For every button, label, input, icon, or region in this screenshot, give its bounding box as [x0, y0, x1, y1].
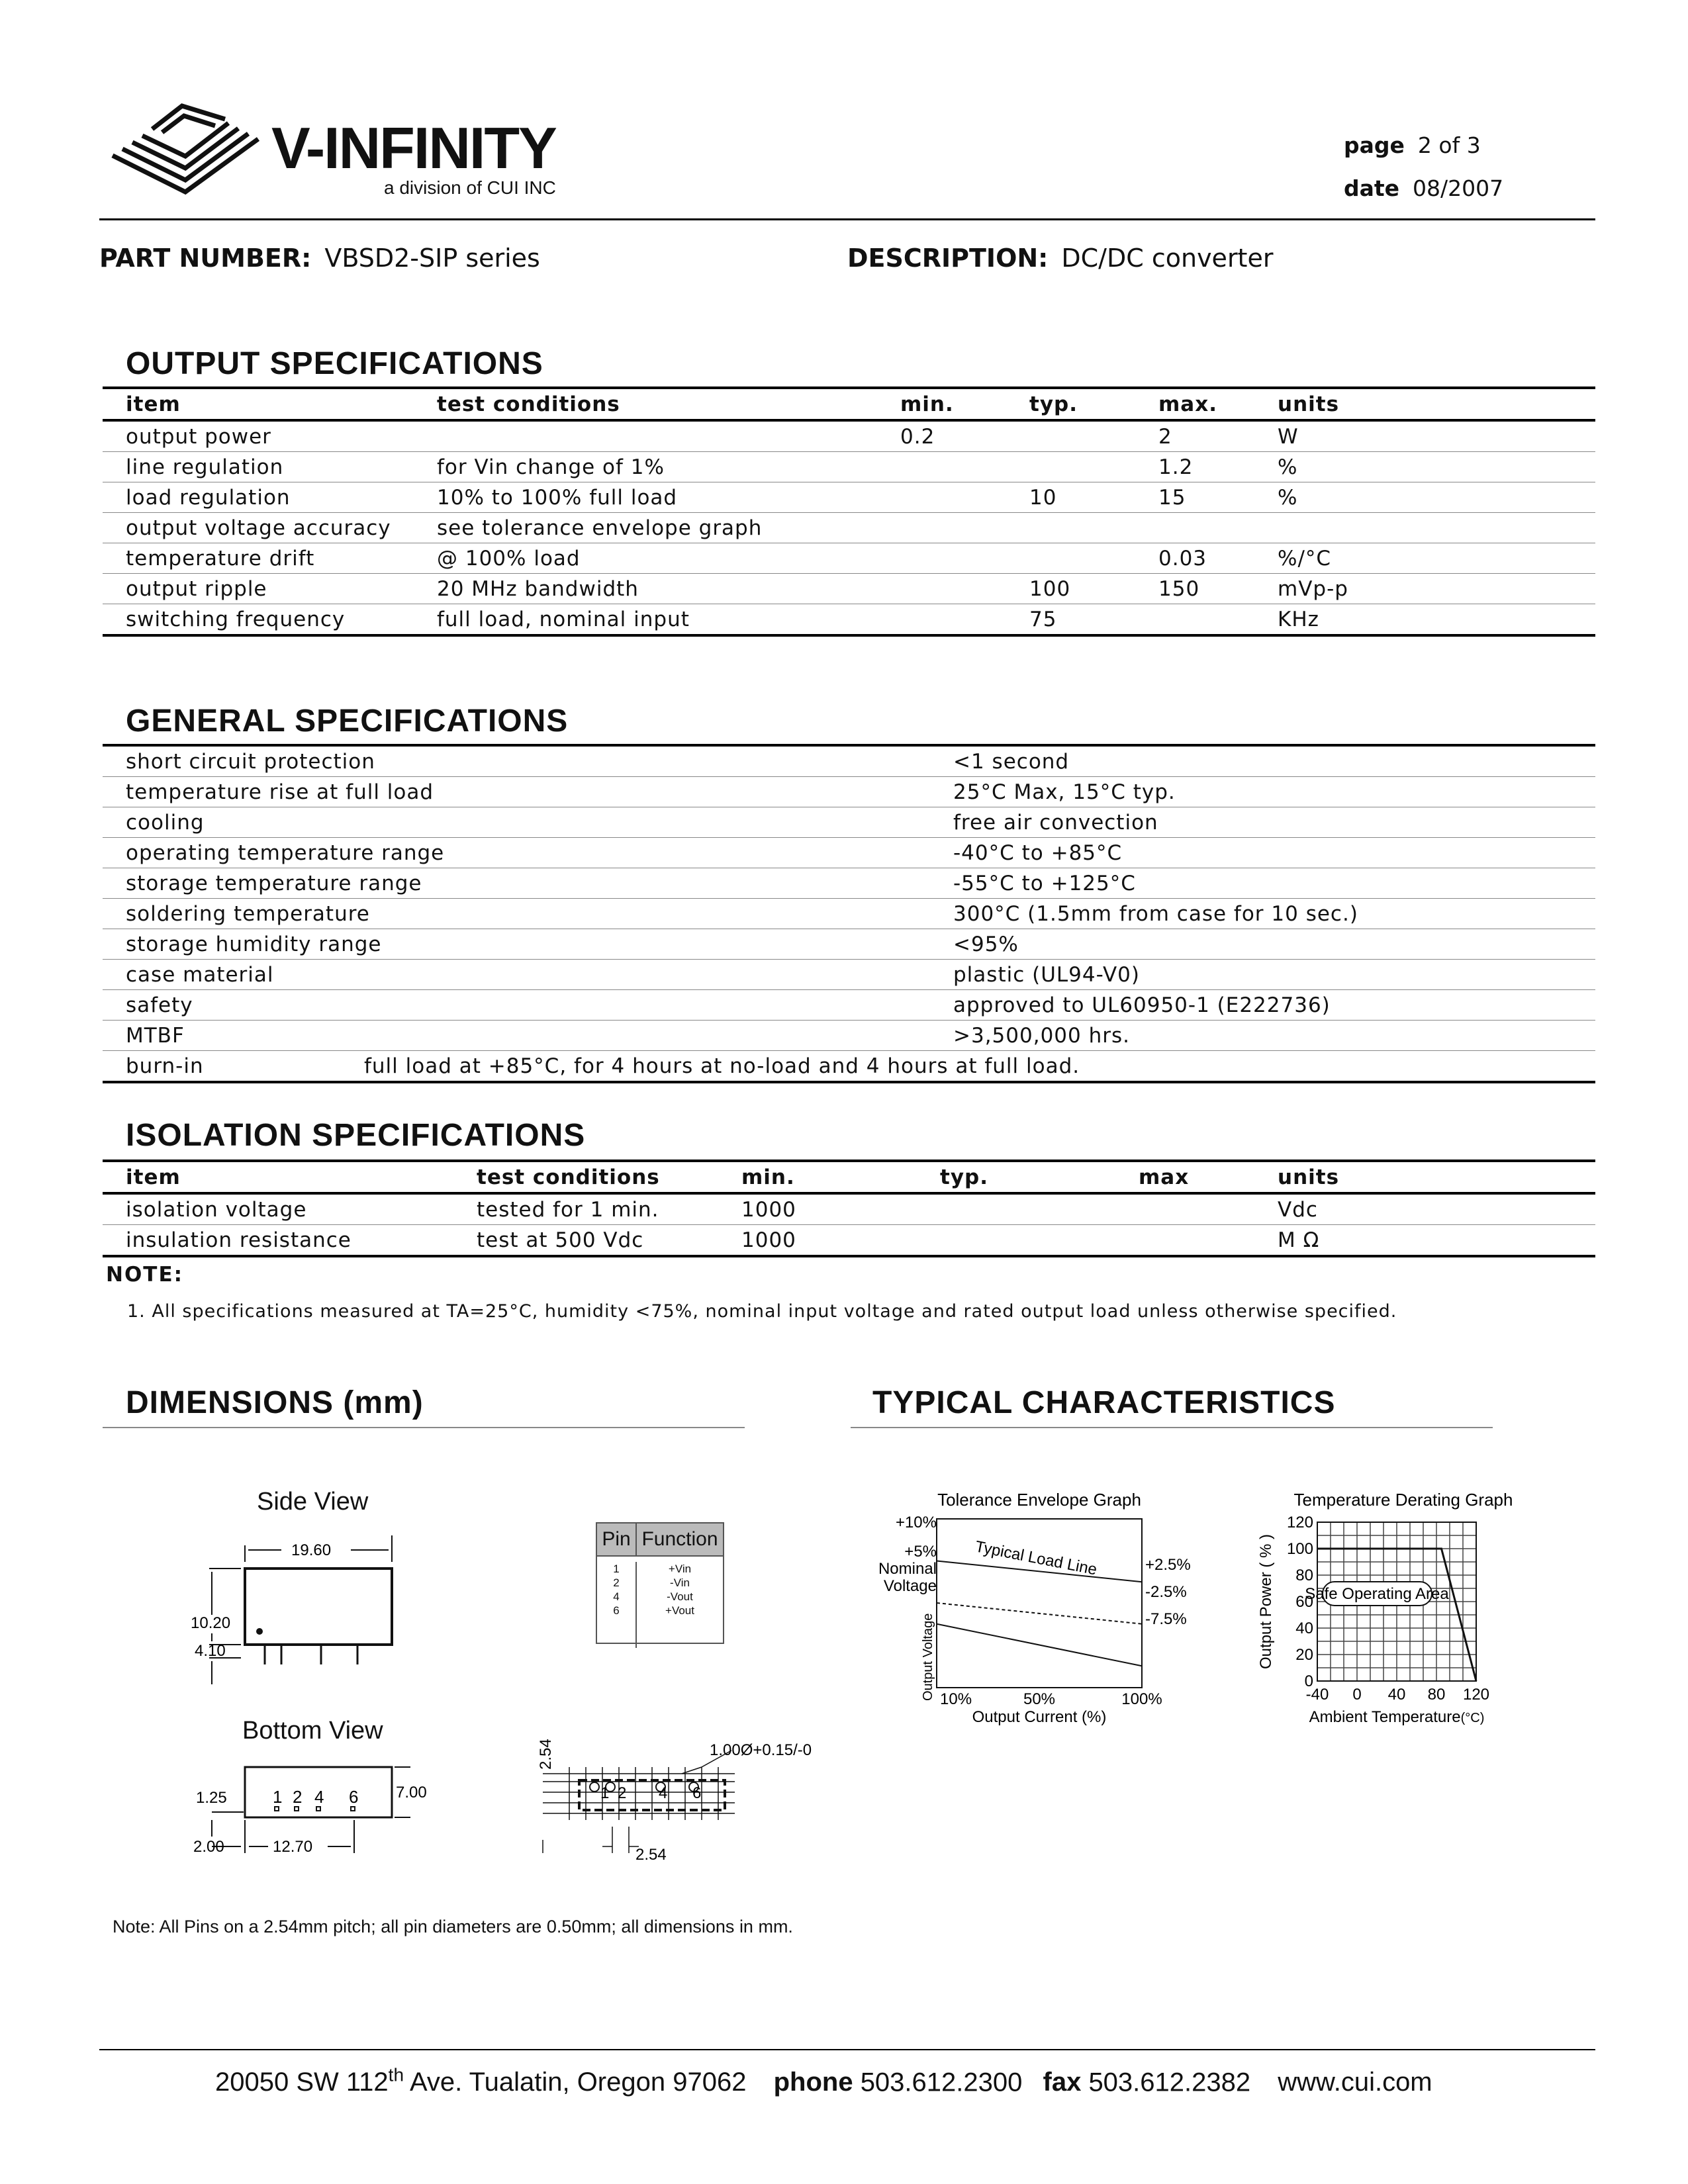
chart2-title: Temperature Derating Graph [1293, 1490, 1513, 1510]
chart2-xtick: 120 [1462, 1686, 1490, 1704]
footer-phone: 503.612.2300 [860, 2068, 1023, 2097]
col-header-test-conditions: test conditions [477, 1165, 660, 1189]
general-spec-row [103, 990, 1595, 1021]
general-spec-row [103, 1051, 1595, 1083]
isolation-specs-table [103, 1160, 1595, 1257]
pin-number: 1 [613, 1563, 620, 1575]
general-spec-cell: -55°C to +125°C [953, 871, 1136, 895]
general-spec-cell: <95% [953, 932, 1019, 956]
pin-number: 4 [613, 1590, 620, 1603]
chart1-right-minus2_5: -2.5% [1145, 1583, 1187, 1601]
output-spec-cell: line regulation [126, 455, 284, 479]
chart2-ytick: 40 [1295, 1619, 1313, 1637]
chart2-ytick: 120 [1286, 1514, 1313, 1531]
footer-phone-label: phone [773, 2068, 853, 2097]
isolation-spec-cell: Vdc [1278, 1197, 1318, 1222]
chart1-xtick-50: 50% [1023, 1690, 1056, 1708]
output-spec-cell: 15 [1158, 485, 1186, 510]
bottom-pin-2: 2 [293, 1787, 303, 1807]
chart2-ytick: 100 [1286, 1540, 1313, 1558]
dim-side-width: 19.60 [291, 1541, 332, 1559]
general-spec-cell: approved to UL60950-1 (E222736) [953, 993, 1331, 1017]
chart2-annotation: Safe Operating Area [1305, 1585, 1449, 1603]
chart2-xlabel: Ambient Temperature(°C) [1309, 1708, 1485, 1726]
isolation-spec-cell: test at 500 Vdc [477, 1228, 644, 1252]
typical-rule [851, 1427, 1493, 1428]
side-view-drawing [185, 1522, 410, 1701]
logo-mark-icon [106, 93, 265, 205]
output-spec-cell [900, 574, 1029, 604]
isolation-spec-cell: insulation resistance [126, 1228, 352, 1252]
output-spec-row [103, 543, 1595, 574]
col-header-units: units [1278, 392, 1340, 416]
output-spec-cell: 0.2 [900, 424, 935, 449]
col-header-max: max. [1158, 392, 1217, 416]
output-spec-cell: 2 [1158, 424, 1172, 449]
part-number: PART NUMBER: VBSD2-SIP series [99, 244, 540, 273]
chart1-ylabel-plus5: +5% [904, 1543, 937, 1561]
isolation-spec-row [103, 1225, 1595, 1257]
table-header-row [103, 388, 1595, 420]
dimensions-title: DIMENSIONS (mm) [126, 1385, 424, 1420]
col-header-item: item [126, 392, 181, 416]
output-spec-row [103, 574, 1595, 604]
output-spec-cell: 1.2 [1158, 455, 1194, 479]
general-spec-cell: <1 second [953, 749, 1070, 774]
col-header-typ: typ. [1029, 392, 1078, 416]
pin-function-table [596, 1522, 724, 1644]
general-spec-row [103, 1021, 1595, 1051]
pcb-pin-6: 6 [692, 1784, 702, 1802]
chart2-ytick: 0 [1304, 1672, 1313, 1690]
dim-pin-length: 4.10 [195, 1642, 226, 1660]
note-heading: NOTE: [106, 1263, 184, 1287]
output-spec-cell [900, 482, 1029, 513]
tolerance-envelope-chart [861, 1482, 1192, 1741]
chart2-xtick: 40 [1387, 1686, 1406, 1704]
division-text: a division of CUI INC [384, 177, 556, 198]
chart2-ytick: 60 [1295, 1593, 1313, 1611]
output-spec-cell [437, 420, 900, 452]
general-spec-cell: operating temperature range [126, 841, 445, 865]
function-col-header: Function [641, 1528, 718, 1550]
general-specs-table [103, 744, 1595, 1083]
dimensions-footnote: Note: All Pins on a 2.54mm pitch; all pin diameters are 0.50mm; all dimensions in mm. [113, 1917, 793, 1936]
chart1-right-plus2_5: +2.5% [1145, 1556, 1191, 1574]
dim-pitch-v: 2.54 [537, 1739, 555, 1770]
chart2-xtick: -40 [1305, 1686, 1329, 1704]
header-rule [99, 218, 1595, 220]
pin1-marker-icon [256, 1628, 263, 1635]
general-spec-row [103, 838, 1595, 868]
output-spec-cell: output ripple [126, 576, 267, 601]
note-text: 1. All specifications measured at TA=25°C, humidity <75%, nominal input voltage and rated output load unless otherwise specified. [127, 1301, 1397, 1322]
general-spec-cell: short circuit protection [126, 749, 375, 774]
pin-col-header: Pin [597, 1524, 637, 1555]
dim-bottom-offset: 1.25 [196, 1789, 227, 1807]
general-spec-cell: >3,500,000 hrs. [953, 1023, 1130, 1048]
general-spec-row [103, 929, 1595, 960]
general-spec-row [103, 777, 1595, 807]
output-spec-cell: 20 MHz bandwidth [437, 576, 639, 601]
output-spec-cell: KHz [1278, 607, 1319, 631]
footer-fax: 503.612.2382 [1088, 2068, 1251, 2097]
output-spec-cell: temperature drift [126, 546, 315, 570]
general-spec-cell: 25°C Max, 15°C typ. [953, 780, 1176, 804]
output-spec-cell [1029, 543, 1158, 574]
general-spec-cell: soldering temperature [126, 901, 370, 926]
chart1-xtick-10: 10% [940, 1690, 972, 1708]
col-header-max: max [1139, 1165, 1190, 1189]
col-header-units: units [1278, 1165, 1340, 1189]
page-indicator: page 2 of 3 [1344, 132, 1481, 158]
pin-number: 2 [613, 1576, 620, 1589]
output-spec-cell: 10% to 100% full load [437, 485, 678, 510]
dim-side-height: 10.20 [191, 1614, 231, 1632]
output-spec-cell: W [1278, 424, 1299, 449]
company-logo [106, 93, 583, 205]
dim-bottom-span: 12.70 [273, 1838, 313, 1856]
chart1-right-minus7_5: -7.5% [1145, 1610, 1187, 1628]
typical-title: TYPICAL CHARACTERISTICS [872, 1385, 1336, 1420]
pin-function: -Vin [670, 1576, 690, 1589]
output-spec-cell: load regulation [126, 485, 291, 510]
dimensions-rule [103, 1427, 745, 1428]
pcb-layout-drawing [530, 1721, 847, 1873]
isolation-spec-cell: isolation voltage [126, 1197, 307, 1222]
output-spec-cell: 75 [1029, 607, 1057, 631]
bottom-pin-4: 4 [314, 1787, 324, 1807]
general-spec-cell: MTBF [126, 1023, 185, 1048]
footer-website[interactable]: www.cui.com [1278, 2068, 1432, 2097]
chart1-ylabel-nominal: Nominal [878, 1560, 937, 1578]
general-spec-cell: case material [126, 962, 274, 987]
output-spec-cell: % [1278, 485, 1298, 510]
output-spec-cell [900, 513, 1029, 543]
tolerance-lower-line [937, 1624, 1142, 1666]
output-spec-cell [1029, 452, 1158, 482]
chart1-plot-frame [937, 1519, 1142, 1688]
output-spec-cell: 10 [1029, 485, 1057, 510]
output-spec-cell [900, 452, 1029, 482]
table-header-row [103, 1161, 1595, 1193]
general-spec-cell: safety [126, 993, 193, 1017]
output-spec-cell: % [1278, 455, 1298, 479]
pin-number: 6 [613, 1604, 620, 1617]
general-spec-cell: free air convection [953, 810, 1158, 835]
general-spec-cell: 300°C (1.5mm from case for 10 sec.) [953, 901, 1358, 926]
output-spec-cell [1029, 513, 1158, 543]
output-spec-cell [900, 604, 1029, 636]
general-spec-row [103, 899, 1595, 929]
output-spec-cell: see tolerance envelope graph [437, 516, 763, 540]
col-header-min: min. [900, 392, 954, 416]
tolerance-typical-line [937, 1603, 1142, 1624]
chart1-xlabel: Output Current (%) [972, 1708, 1107, 1726]
isolation-spec-cell: M Ω [1278, 1228, 1320, 1252]
isolation-spec-cell [1139, 1225, 1278, 1257]
output-spec-cell: 150 [1158, 576, 1200, 601]
dim-pitch-h: 2.54 [635, 1846, 667, 1864]
output-spec-cell: @ 100% load [437, 546, 581, 570]
isolation-spec-cell: 1000 [741, 1197, 796, 1222]
output-spec-cell: for Vin change of 1% [437, 455, 665, 479]
output-spec-row [103, 420, 1595, 452]
general-spec-row [103, 868, 1595, 899]
bottom-view-drawing [185, 1754, 437, 1873]
brand-name: V-INFINITY [271, 115, 556, 181]
output-spec-row [103, 513, 1595, 543]
output-spec-cell: full load, nominal input [437, 607, 690, 631]
output-spec-cell: 100 [1029, 576, 1071, 601]
bottom-pin-1: 1 [273, 1787, 283, 1807]
side-view-label: Side View [257, 1488, 369, 1516]
bottom-view-label: Bottom View [242, 1717, 383, 1745]
chart1-ylabel-voltage: Voltage [883, 1577, 937, 1595]
chart1-title: Tolerance Envelope Graph [937, 1490, 1141, 1510]
output-spec-row [103, 604, 1595, 636]
isolation-specs-title: ISOLATION SPECIFICATIONS [126, 1118, 586, 1153]
general-spec-row [103, 807, 1595, 838]
output-spec-cell: switching frequency [126, 607, 346, 631]
col-header-typ: typ. [940, 1165, 988, 1189]
output-spec-cell: output voltage accuracy [126, 516, 391, 540]
dim-hole-diameter: 1.00Ø+0.15/-0 [710, 1741, 812, 1759]
chart2-ytick: 20 [1295, 1646, 1313, 1664]
chart2-ytick: 80 [1295, 1567, 1313, 1584]
general-spec-cell: storage humidity range [126, 932, 382, 956]
output-spec-cell [1278, 513, 1595, 543]
isolation-spec-row [103, 1193, 1595, 1225]
chart2-xtick: 80 [1427, 1686, 1446, 1704]
output-spec-cell [1158, 513, 1278, 543]
chart2-ylabel: Output Power ( % ) [1257, 1533, 1275, 1670]
chart1-ylabel-plus10: +10% [895, 1514, 937, 1531]
general-spec-cell: -40°C to +85°C [953, 841, 1123, 865]
burnin-cell: burn-in full load at +85°C, for 4 hours at no-load and 4 hours at full load. [126, 1054, 1080, 1078]
description: DESCRIPTION: DC/DC converter [847, 244, 1274, 273]
output-spec-cell: output power [126, 424, 271, 449]
pin-function: +Vout [665, 1604, 694, 1617]
pcb-pin-4: 4 [659, 1784, 668, 1802]
dim-bottom-height: 7.00 [396, 1784, 427, 1801]
pcb-pin-2: 2 [618, 1784, 627, 1802]
general-spec-row [103, 745, 1595, 777]
isolation-spec-cell: tested for 1 min. [477, 1197, 659, 1222]
output-spec-row [103, 452, 1595, 482]
pcb-pin-1: 1 [600, 1784, 610, 1802]
chart1-annotation: Typical Load Line [973, 1537, 1099, 1579]
footer-contact [215, 2065, 1432, 2097]
isolation-spec-cell [1139, 1193, 1278, 1225]
pin-function: +Vin [668, 1563, 692, 1575]
chart1-xtick-100: 100% [1121, 1690, 1162, 1708]
output-spec-cell [1158, 604, 1278, 636]
general-spec-cell: cooling [126, 810, 205, 835]
col-header-min: min. [741, 1165, 795, 1189]
footer-fax-label: fax [1043, 2068, 1082, 2097]
footer-address: 20050 SW 112th Ave. Tualatin, Oregon 97062 [215, 2065, 747, 2097]
output-spec-cell: %/°C [1278, 546, 1332, 570]
isolation-spec-cell [940, 1193, 1139, 1225]
bottom-pin-6: 6 [349, 1787, 359, 1807]
pin-function: -Vout [667, 1590, 693, 1603]
dim-bottom-left: 2.00 [193, 1838, 224, 1856]
date-indicator: date 08/2007 [1344, 175, 1504, 201]
general-spec-row [103, 960, 1595, 990]
output-spec-cell [900, 543, 1029, 574]
output-specs-table [103, 387, 1595, 637]
output-spec-row [103, 482, 1595, 513]
general-spec-cell: storage temperature range [126, 871, 422, 895]
footer-rule [99, 2049, 1595, 2050]
chart1-ylabel: Output Voltage [921, 1613, 935, 1701]
col-header-item: item [126, 1165, 181, 1189]
general-spec-cell: plastic (UL94-V0) [953, 962, 1140, 987]
general-spec-cell: temperature rise at full load [126, 780, 434, 804]
general-specs-title: GENERAL SPECIFICATIONS [126, 704, 569, 739]
isolation-spec-cell: 1000 [741, 1228, 796, 1252]
chart2-xtick: 0 [1352, 1686, 1362, 1704]
isolation-spec-cell [940, 1225, 1139, 1257]
output-spec-cell: 0.03 [1158, 546, 1207, 570]
output-specs-title: OUTPUT SPECIFICATIONS [126, 346, 543, 381]
col-header-test-conditions: test conditions [437, 392, 620, 416]
temperature-derating-chart [1244, 1482, 1575, 1741]
output-spec-cell [1029, 420, 1158, 452]
output-spec-cell: mVp-p [1278, 576, 1348, 601]
